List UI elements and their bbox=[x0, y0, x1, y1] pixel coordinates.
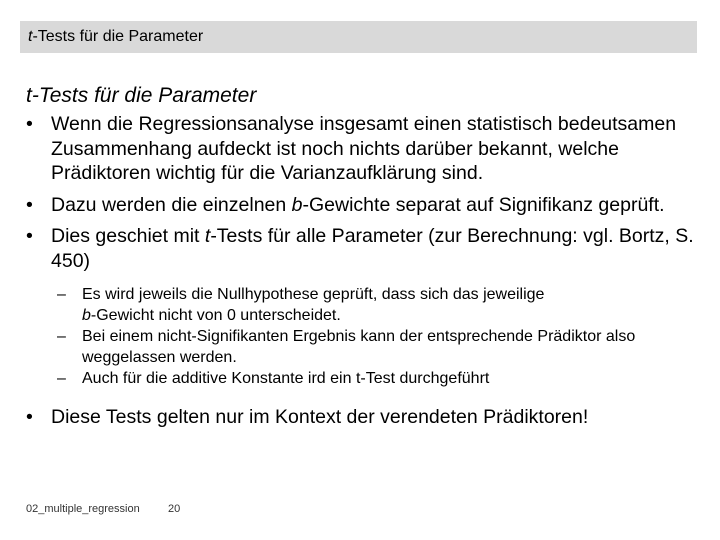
sub-bullet-text: Bei einem nicht-Signifikanten Ergebnis kann der entsprechende Prädiktor also weggelassen werden. bbox=[82, 327, 636, 366]
slide-heading: t-Tests für die Parameter bbox=[26, 84, 257, 107]
bullet-text: Wenn die Regressionsanalyse insgesamt einen statistisch bedeutsamen Zusammenhang aufdeckt ist noch nichts darüber bekannt, welche Prädiktoren wichtig für die Varianzaufklärung sind. bbox=[51, 113, 677, 185]
header-title-italic: t bbox=[28, 28, 33, 45]
bullet-text: Dazu werden die einzelnen bbox=[51, 193, 292, 216]
sub-bullet-item bbox=[57, 368, 696, 389]
bullet-marker: • bbox=[26, 193, 33, 216]
header-title: -Tests für die Parameter bbox=[32, 28, 204, 45]
bullet-item bbox=[26, 112, 696, 186]
bullet-text: Dies geschiet mit bbox=[51, 225, 205, 248]
sub-bullet-item bbox=[57, 284, 696, 326]
bullet-item bbox=[26, 405, 696, 430]
dash-marker: – bbox=[57, 369, 66, 387]
dash-marker: – bbox=[57, 327, 66, 345]
footer-page-number: 20 bbox=[168, 503, 181, 515]
bullet-text: Diese Tests gelten nur im Kontext der verendeten Prädiktoren! bbox=[51, 405, 589, 428]
bullet-italic: b bbox=[291, 193, 303, 216]
sub-bullet-list bbox=[57, 284, 696, 389]
bullet-text: -Tests für alle Parameter (zur Berechnung: vgl. Bortz, S. 450) bbox=[51, 225, 694, 272]
bullet-marker: • bbox=[26, 405, 33, 428]
bullet-text: -Gewichte separat auf Signifikanz geprüft. bbox=[302, 193, 665, 216]
sub-bullet-text: -Gewicht nicht von 0 unterscheidet. bbox=[90, 306, 341, 324]
sub-bullet-italic: b bbox=[82, 306, 91, 324]
bullet-marker: • bbox=[26, 113, 33, 135]
slide-header-bar bbox=[20, 21, 697, 53]
bullet-italic: t bbox=[204, 225, 211, 248]
bullet-item bbox=[26, 224, 696, 273]
sub-bullet-text: Auch für die additive Konstante ird ein t-Test durchgeführt bbox=[82, 369, 490, 387]
bullet-list bbox=[26, 112, 696, 429]
bullet-item bbox=[26, 193, 696, 218]
dash-marker: – bbox=[57, 285, 66, 303]
sub-bullet-text: Es wird jeweils die Nullhypothese geprüft, dass sich das jeweilige bbox=[82, 285, 545, 303]
footer-filename: 02_multiple_regression bbox=[26, 503, 140, 515]
bullet-marker: • bbox=[26, 225, 33, 248]
sub-bullet-item bbox=[57, 326, 696, 368]
